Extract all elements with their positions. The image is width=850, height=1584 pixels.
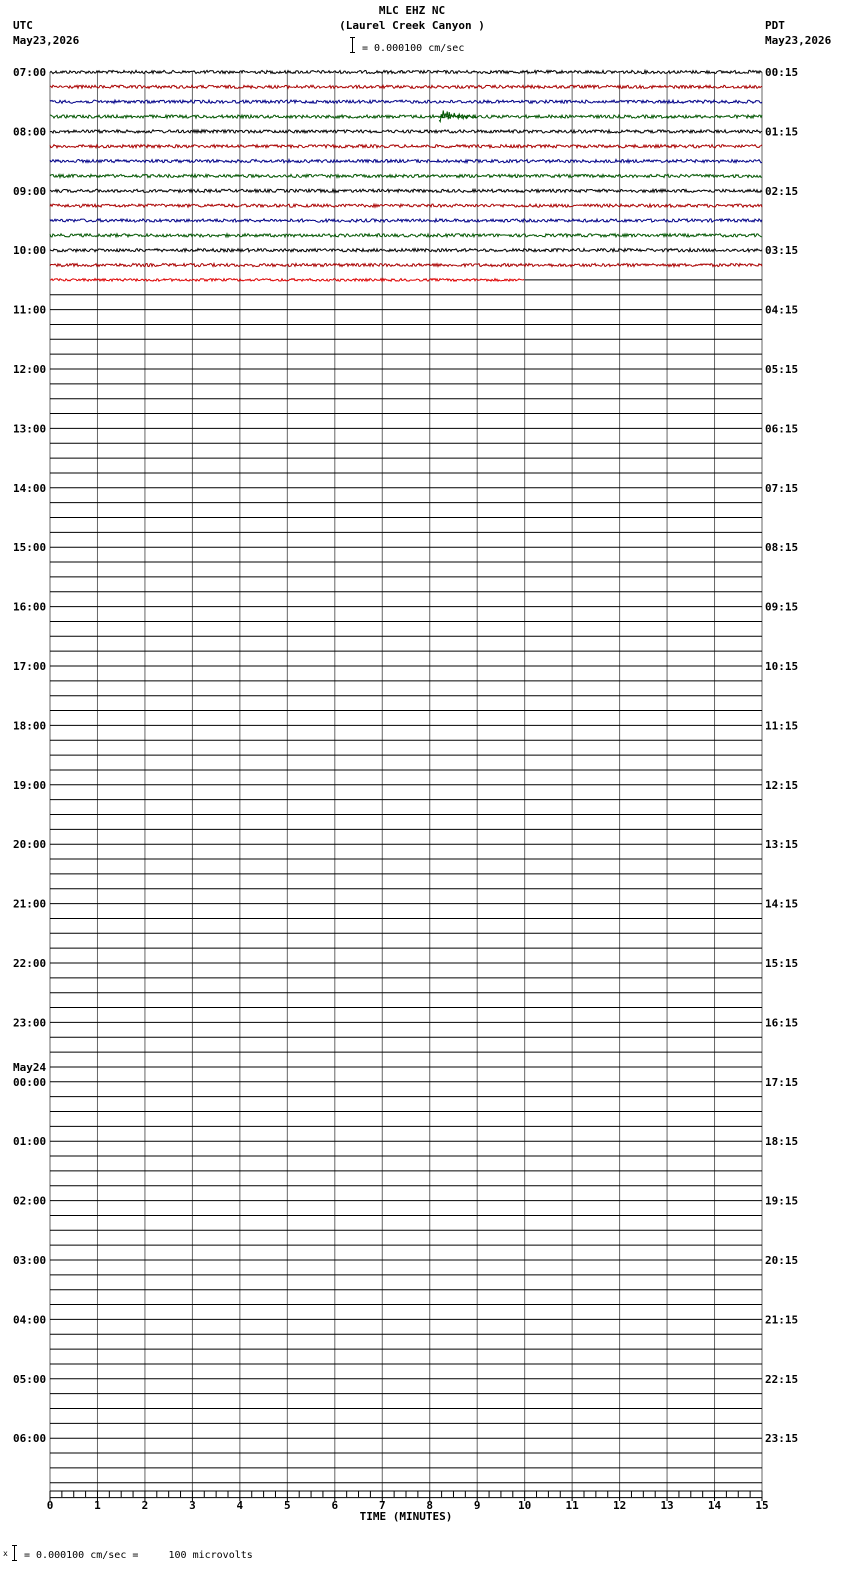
pdt-hour-label: 17:15	[765, 1075, 799, 1089]
utc-hour-label: 12:00	[13, 363, 47, 376]
utc-hour-label: 17:00	[13, 660, 47, 673]
utc-hour-label: 23:00	[13, 1016, 47, 1030]
x-tick-label: 5	[284, 1499, 291, 1512]
seismic-trace	[50, 189, 762, 192]
seismic-trace	[50, 145, 762, 148]
x-tick-label: 3	[189, 1499, 196, 1512]
pdt-hour-label: 02:15	[765, 184, 799, 198]
seismic-trace	[50, 249, 762, 252]
seismic-trace	[50, 85, 762, 88]
footer-scale-bar-icon	[12, 1545, 17, 1561]
x-tick-label: 2	[141, 1499, 149, 1512]
x-tick-label: 4	[236, 1499, 244, 1512]
pdt-hour-label: 19:15	[765, 1194, 799, 1208]
pdt-hour-label: 07:15	[765, 481, 799, 495]
utc-hour-label: 13:00	[13, 422, 47, 436]
utc-hour-label: 04:00	[13, 1313, 47, 1327]
utc-hour-label: 22:00	[13, 957, 47, 970]
pdt-hour-label: 11:15	[765, 719, 799, 733]
utc-hour-label: 07:00	[13, 66, 47, 79]
x-tick-label: 12	[612, 1499, 627, 1512]
pdt-hour-label: 16:15	[765, 1016, 799, 1030]
utc-hour-label: 18:00	[13, 719, 47, 733]
pdt-hour-label: 01:15	[765, 125, 799, 139]
utc-hour-label: 15:00	[13, 541, 47, 555]
pdt-hour-label: 04:15	[765, 303, 799, 317]
x-tick-label: 7	[378, 1499, 386, 1512]
pdt-hour-label: 15:15	[765, 957, 799, 970]
x-tick-label: 1	[94, 1499, 101, 1512]
utc-hour-label: 20:00	[13, 838, 47, 852]
utc-hour-label: 02:00	[13, 1194, 47, 1208]
pdt-hour-label: 12:15	[765, 778, 799, 792]
seismic-trace	[50, 100, 762, 103]
pdt-hour-label: 20:15	[765, 1254, 799, 1267]
x-tick-label: 14	[707, 1499, 722, 1512]
right-timezone: PDT	[765, 19, 785, 32]
seismic-trace	[50, 115, 762, 118]
x-tick-label: 6	[331, 1499, 339, 1512]
scale-text: = 0.000100 cm/sec	[362, 43, 465, 54]
utc-hour-label: 09:00	[13, 184, 47, 198]
pdt-hour-label: 09:15	[765, 600, 799, 614]
utc-hour-label: 06:00	[13, 1432, 47, 1446]
pdt-hour-label: 21:15	[765, 1313, 799, 1327]
pdt-hour-label: 05:15	[765, 363, 799, 376]
pdt-hour-label: 22:15	[765, 1372, 799, 1386]
utc-hour-label: 10:00	[13, 244, 47, 258]
pdt-hour-label: 03:15	[765, 244, 799, 258]
pdt-hour-label: 10:15	[765, 660, 799, 673]
x-tick-label: 10	[518, 1499, 532, 1512]
seismic-trace	[50, 204, 762, 207]
x-tick-label: 9	[473, 1499, 481, 1512]
utc-hour-label: 21:00	[13, 897, 47, 911]
pdt-hour-label: 14:15	[765, 897, 799, 911]
station-location: (Laurel Creek Canyon )	[339, 19, 485, 32]
pdt-hour-label: 00:15	[765, 66, 799, 79]
x-tick-label: 15	[755, 1499, 769, 1512]
left-date: May23,2026	[13, 34, 80, 47]
utc-hour-label: 16:00	[13, 600, 47, 614]
utc-hour-label: 03:00	[13, 1254, 47, 1267]
utc-hour-label: 00:00	[13, 1075, 47, 1089]
seismic-trace	[50, 70, 762, 73]
utc-hour-label: 05:00	[13, 1372, 47, 1386]
x-tick-label: 8	[426, 1499, 434, 1512]
date-change-label: May24	[13, 1060, 47, 1074]
pdt-hour-label: 08:15	[765, 541, 799, 555]
pdt-hour-label: 06:15	[765, 422, 799, 436]
seismic-trace	[50, 174, 762, 177]
left-timezone: UTC	[13, 19, 33, 32]
seismic-trace	[50, 219, 762, 222]
x-tick-label: 0	[46, 1499, 54, 1512]
x-axis-title: TIME (MINUTES)	[359, 1510, 453, 1523]
footer-scale-text: = 0.000100 cm/sec = 100 microvolts	[24, 1550, 253, 1561]
right-date: May23,2026	[765, 34, 832, 47]
x-tick-label: 11	[565, 1499, 579, 1512]
seismic-trace	[50, 264, 762, 267]
utc-hour-label: 19:00	[13, 778, 47, 792]
utc-hour-label: 08:00	[13, 125, 47, 139]
seismic-trace	[50, 234, 762, 237]
seismic-trace	[50, 130, 762, 133]
pdt-hour-label: 13:15	[765, 838, 799, 852]
x-tick-label: 13	[660, 1499, 674, 1512]
pdt-hour-label: 23:15	[765, 1432, 799, 1446]
utc-hour-label: 01:00	[13, 1135, 47, 1149]
seismic-trace	[50, 160, 762, 163]
station-title: MLC EHZ NC	[378, 4, 446, 17]
utc-hour-label: 11:00	[13, 303, 47, 317]
footer-mark-icon: x	[3, 1549, 8, 1558]
pdt-hour-label: 18:15	[765, 1135, 799, 1149]
utc-hour-label: 14:00	[13, 481, 47, 495]
